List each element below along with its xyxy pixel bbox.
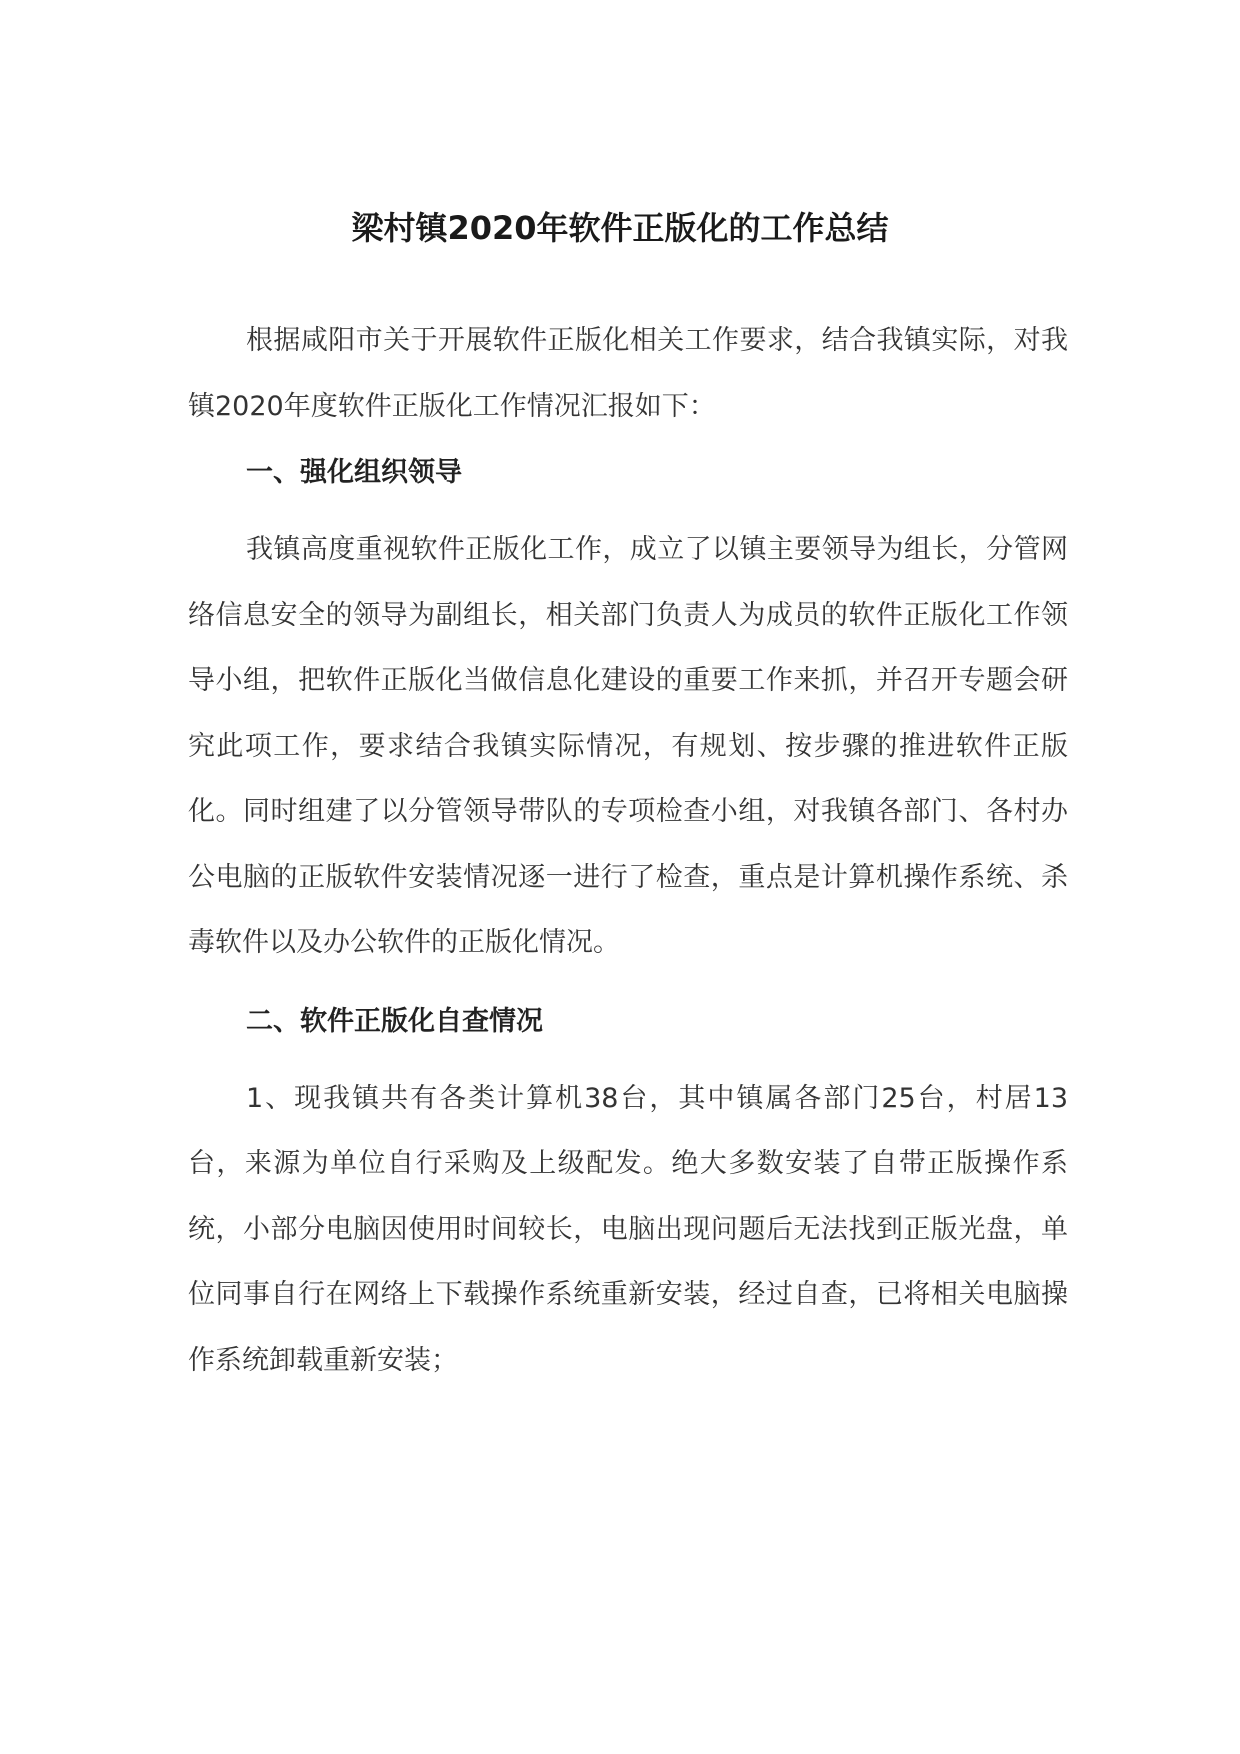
intro-paragraph: 根据咸阳市关于开展软件正版化相关工作要求，结合我镇实际，对我镇2020年度软件正版化工作情况汇报如下： bbox=[188, 325, 1068, 422]
section2-item-1: 1、现我镇共有各类计算机38台，其中镇属各部门25台，村居13台，来源为单位自行采购及上级配发。绝大多数安装了自带正版操作系统，小部分电脑因使用时间较长，电脑出现问题后无法找到正版光盘，单位同事自行在网络上下载操作系统重新安装，经过自查，已将相关电脑操作系统卸载重新安装； bbox=[188, 1082, 1068, 1376]
document-title: 梁村镇2020年软件正版化的工作总结 bbox=[351, 209, 889, 247]
section1-paragraph: 我镇高度重视软件正版化工作，成立了以镇主要领导为组长，分管网络信息安全的领导为副组长，相关部门负责人为成员的软件正版化工作领导小组，把软件正版化当做信息化建设的重要工作来抓，并召开专题会研究此项工作，要求结合我镇实际情况，有规划、按步骤的推进软件正版化。同时组建了以分管领导带队的专项检查小组，对我镇各部门、各村办公电脑的正版软件安装情况逐一进行了检查，重点是计算机操作系统、杀毒软件以及办公软件的正版化情况。 bbox=[188, 534, 1068, 958]
section-heading-1: 一、强化组织领导 bbox=[246, 457, 462, 488]
section-heading-2: 二、软件正版化自查情况 bbox=[246, 1005, 543, 1037]
document-body bbox=[188, 308, 1068, 1393]
